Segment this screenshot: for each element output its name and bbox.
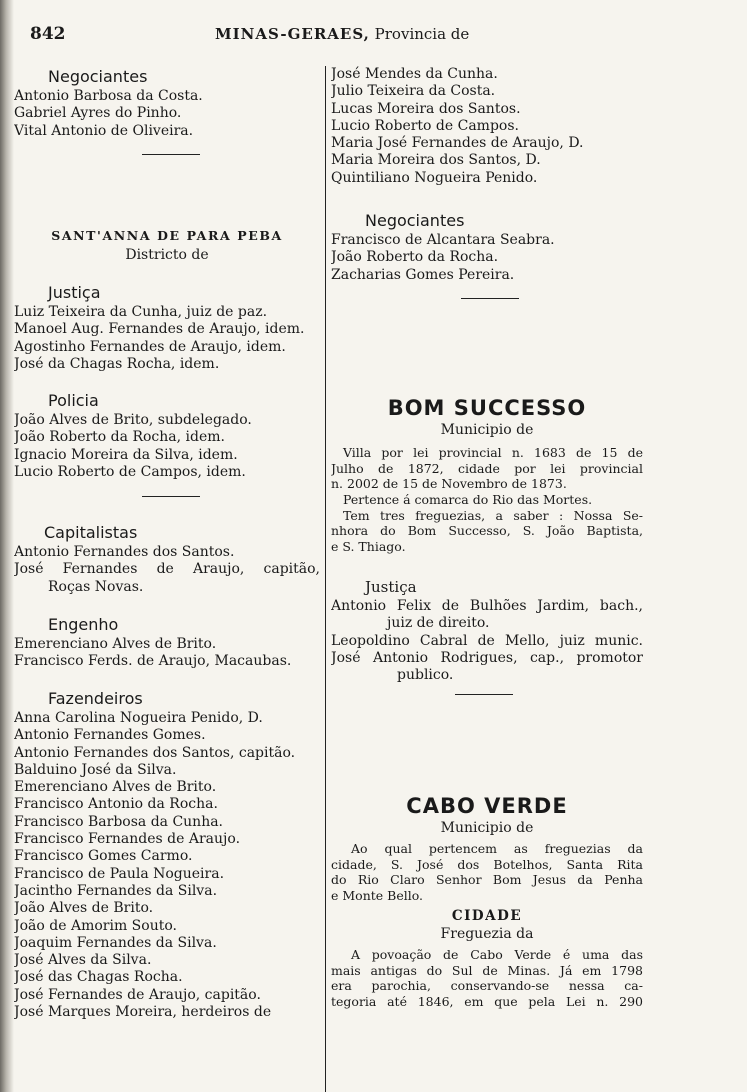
paragraph-line: Villa por lei provincial n. 1683 de 15 de bbox=[343, 445, 643, 461]
section-heading: Policia bbox=[48, 391, 99, 410]
list-item: Lucio Roberto de Campos, idem. bbox=[14, 463, 246, 480]
list-item: Gabriel Ayres do Pinho. bbox=[14, 105, 182, 122]
title-main: MINAS-GERAES, bbox=[215, 25, 370, 43]
running-title bbox=[215, 25, 469, 43]
list-item: Luiz Teixeira da Cunha, juiz de paz. bbox=[14, 304, 268, 320]
list-item: Emerenciano Alves de Brito. bbox=[14, 636, 217, 652]
list-item: Francisco de Paula Nogueira. bbox=[14, 865, 225, 882]
section-fazendeiros-cont bbox=[331, 66, 643, 187]
list-item: Emerenciano Alves de Brito. bbox=[14, 779, 217, 796]
list-item: Francisco Antonio da Rocha. bbox=[14, 796, 218, 813]
list-item: João Roberto da Rocha. bbox=[331, 249, 499, 266]
list-item: João de Amorim Souto. bbox=[14, 917, 177, 934]
section-capitalistas bbox=[14, 522, 320, 596]
cidade-heading: CIDADE bbox=[451, 907, 523, 924]
municipality-subtitle: Municipio de bbox=[440, 820, 534, 836]
list-item: Vital Antonio de Oliveira. bbox=[14, 122, 194, 139]
list-item: João Roberto da Rocha, idem. bbox=[14, 429, 225, 446]
section-heading: Justiça bbox=[48, 283, 101, 302]
list-item: José Fernandes de Araujo, capitão. bbox=[14, 986, 261, 1003]
list-item: Lucas Moreira dos Santos. bbox=[331, 100, 521, 117]
page-number: 842 bbox=[30, 24, 66, 44]
section-cabo-verde bbox=[331, 792, 643, 1009]
section-santanna bbox=[14, 228, 320, 264]
paragraph-line: n. 2002 de 15 de Novembro de 1873. bbox=[331, 476, 567, 492]
municipality-subtitle: Municipio de bbox=[440, 422, 534, 438]
paragraph-line: era parochia, conservando-se nessa ca- bbox=[331, 978, 643, 994]
list-item: Anna Carolina Nogueira Penido, D. bbox=[14, 710, 263, 726]
list-item: José Antonio Rodrigues, cap., promotor bbox=[331, 649, 643, 666]
district-subtitle: Districto de bbox=[125, 247, 209, 263]
paragraph-line: cidade, S. José dos Botelhos, Santa Rita bbox=[331, 856, 643, 872]
district-title: SANT'ANNA DE PARA PEBA bbox=[51, 228, 283, 243]
list-item: José das Chagas Rocha. bbox=[14, 969, 183, 986]
list-item: Antonio Felix de Bulhões Jardim, bach., bbox=[331, 598, 643, 614]
freguezia-subtitle: Freguezia da bbox=[440, 925, 534, 942]
section-fazendeiros bbox=[14, 688, 320, 1021]
list-item: José da Chagas Rocha, idem. bbox=[14, 355, 220, 372]
list-item: Francisco Ferds. de Araujo, Macaubas. bbox=[14, 653, 292, 670]
section-negociantes-right bbox=[331, 210, 643, 284]
list-item: Ignacio Moreira da Silva, idem. bbox=[14, 446, 238, 463]
list-item: José Marques Moreira, herdeiros de bbox=[14, 1004, 272, 1021]
municipality-title: CABO VERDE bbox=[406, 794, 568, 818]
list-item: Jacintho Fernandes da Silva. bbox=[14, 882, 218, 899]
section-bom-successo bbox=[331, 394, 643, 554]
list-item: Agostinho Fernandes de Araujo, idem. bbox=[14, 338, 286, 355]
list-item: Francisco Fernandes de Araujo. bbox=[14, 831, 241, 848]
paragraph-line: e Monte Bello. bbox=[331, 888, 423, 904]
section-heading: Negociantes bbox=[48, 67, 148, 86]
paragraph-line: Ao qual pertencem as freguezias da bbox=[351, 841, 643, 857]
paragraph-line: tegoria até 1846, em que pela Lei n. 290 bbox=[331, 993, 643, 1009]
list-item: Francisco de Alcantara Seabra. bbox=[331, 232, 555, 248]
section-policia bbox=[14, 390, 320, 481]
list-item: publico. bbox=[397, 667, 454, 684]
short-rule bbox=[142, 496, 200, 497]
section-heading: Engenho bbox=[48, 615, 119, 634]
list-item: juiz de direito. bbox=[387, 615, 490, 632]
list-item: Maria Moreira dos Santos, D. bbox=[331, 152, 541, 169]
list-item: Antonio Fernandes Gomes. bbox=[14, 727, 206, 744]
column-divider bbox=[325, 66, 326, 1092]
page-header bbox=[30, 24, 720, 46]
list-item: Maria José Fernandes de Araujo, D. bbox=[331, 135, 584, 152]
short-rule bbox=[142, 154, 200, 155]
paragraph-line: A povoação de Cabo Verde é uma das bbox=[351, 946, 643, 962]
section-heading: Negociantes bbox=[365, 211, 465, 230]
section-heading: Justiça bbox=[365, 578, 417, 596]
list-item: Antonio Barbosa da Costa. bbox=[14, 88, 203, 104]
paragraph-line: Julho de 1872, cidade por lei provincial bbox=[331, 460, 643, 476]
section-justica-left bbox=[14, 282, 320, 373]
section-negociantes-left bbox=[14, 66, 320, 140]
section-heading: Fazendeiros bbox=[48, 689, 143, 708]
list-item: João Alves de Brito. bbox=[14, 900, 154, 917]
list-item: Antonio Fernandes dos Santos. bbox=[14, 544, 235, 560]
list-item: José Fernandes de Araujo, capitão, bbox=[14, 561, 320, 578]
section-heading: Capitalistas bbox=[44, 523, 138, 542]
list-item: Leopoldino Cabral de Mello, juiz munic. bbox=[331, 632, 643, 649]
list-item: João Alves de Brito, subdelegado. bbox=[14, 412, 252, 428]
list-item: Lucio Roberto de Campos. bbox=[331, 117, 519, 134]
page-binding-edge bbox=[0, 0, 14, 1092]
list-item: Balduino José da Silva. bbox=[14, 761, 177, 778]
paragraph-line: Tem tres freguezias, a saber : Nossa Se- bbox=[343, 507, 643, 523]
paragraph-line: nhora do Bom Successo, S. João Baptista, bbox=[331, 523, 643, 539]
municipality-title: BOM SUCCESSO bbox=[387, 396, 587, 420]
short-rule bbox=[461, 298, 519, 299]
list-item: Quintiliano Nogueira Penido. bbox=[331, 169, 538, 186]
list-item: Manoel Aug. Fernandes de Araujo, idem. bbox=[14, 321, 305, 338]
list-item: Zacharias Gomes Pereira. bbox=[331, 266, 515, 283]
list-item: Roças Novas. bbox=[48, 578, 144, 595]
short-rule bbox=[455, 694, 513, 695]
list-item: José Alves da Silva. bbox=[14, 952, 152, 969]
title-rest: Provincia de bbox=[374, 25, 470, 43]
list-item: Antonio Fernandes dos Santos, capitão. bbox=[14, 744, 296, 761]
paragraph-line: e S. Thiago. bbox=[331, 538, 406, 554]
list-item: Francisco Gomes Carmo. bbox=[14, 848, 193, 865]
list-item: Joaquim Fernandes da Silva. bbox=[14, 934, 217, 951]
list-item: Julio Teixeira da Costa. bbox=[331, 83, 496, 100]
paragraph-line: do Rio Claro Senhor Bom Jesus da Penha bbox=[331, 872, 643, 888]
section-engenho bbox=[14, 614, 320, 671]
section-justica-right bbox=[331, 576, 643, 684]
paragraph-line: mais antigas do Sul de Minas. Já em 1798 bbox=[331, 962, 643, 978]
list-item: Francisco Barbosa da Cunha. bbox=[14, 813, 224, 830]
paragraph-line: Pertence á comarca do Rio das Mortes. bbox=[343, 492, 593, 508]
list-item: José Mendes da Cunha. bbox=[331, 66, 498, 82]
